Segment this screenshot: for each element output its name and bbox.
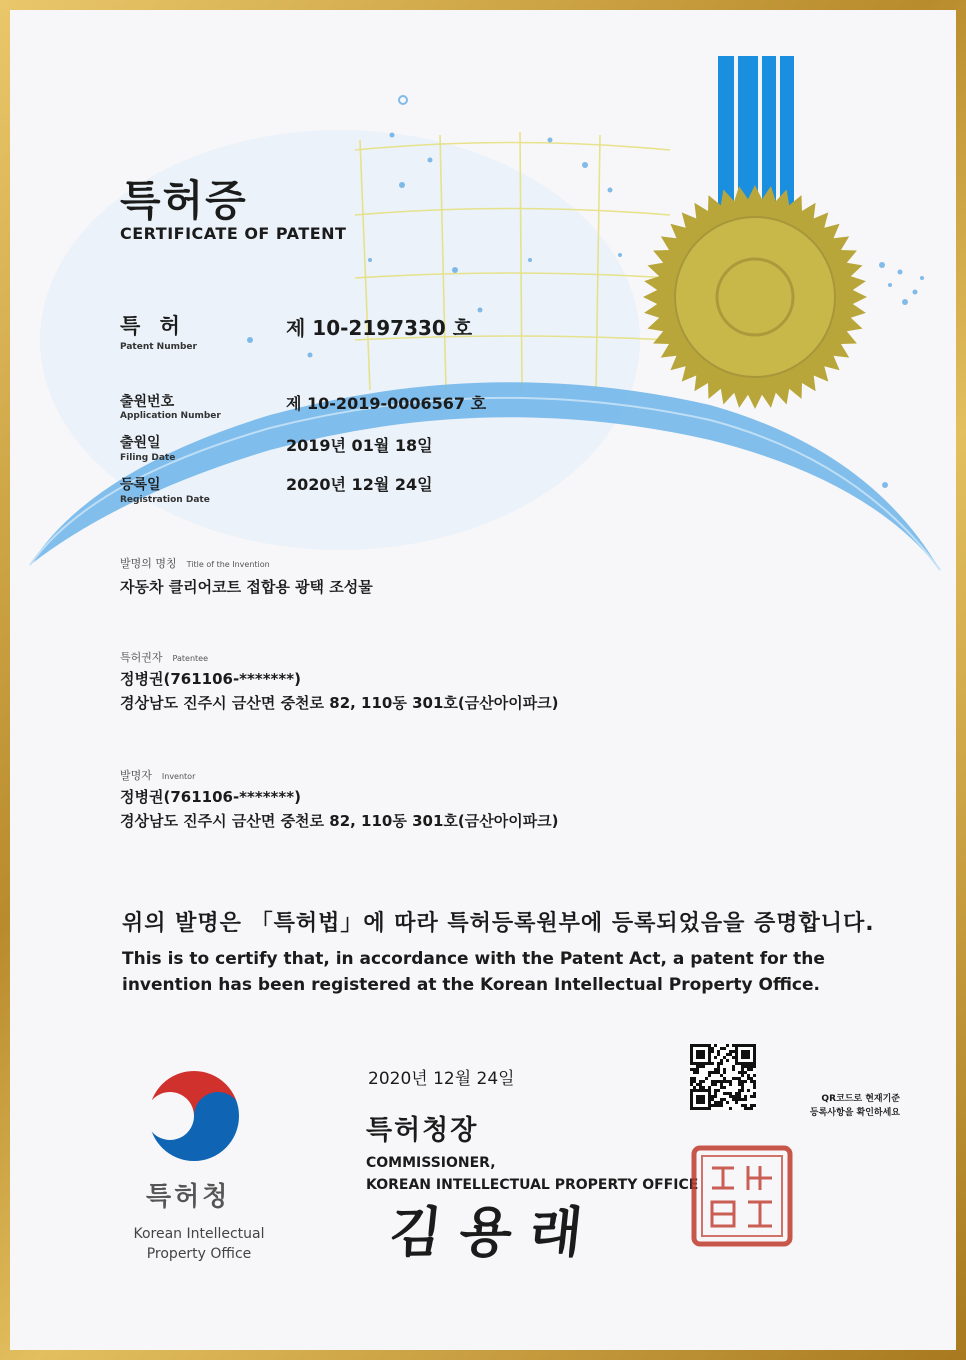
qr-cell bbox=[693, 1080, 696, 1083]
qr-cell bbox=[723, 1080, 726, 1083]
qr-cell bbox=[744, 1098, 747, 1101]
qr-cell bbox=[744, 1107, 747, 1110]
qr-cell bbox=[750, 1062, 753, 1065]
qr-cell bbox=[717, 1065, 720, 1068]
inventor-label-english: Inventor bbox=[161, 772, 196, 781]
qr-cell bbox=[705, 1077, 708, 1080]
qr-cell bbox=[714, 1089, 717, 1092]
qr-cell bbox=[720, 1059, 723, 1062]
qr-cell bbox=[717, 1053, 720, 1056]
qr-cell bbox=[702, 1095, 705, 1098]
qr-cell bbox=[717, 1080, 720, 1083]
patentee-address: 경상남도 진주시 금산면 중천로 82, 110동 301호(금산아이파크) bbox=[120, 694, 559, 712]
qr-cell bbox=[708, 1107, 711, 1110]
invention-title-label-english: Title of the Invention bbox=[186, 560, 270, 569]
qr-cell bbox=[732, 1044, 735, 1047]
qr-cell bbox=[732, 1056, 735, 1059]
qr-cell bbox=[723, 1098, 726, 1101]
qr-cell bbox=[726, 1092, 729, 1095]
qr-cell bbox=[747, 1062, 750, 1065]
qr-cell bbox=[753, 1080, 756, 1083]
qr-cell bbox=[738, 1083, 741, 1086]
qr-cell bbox=[714, 1068, 717, 1071]
certificate-title-english: CERTIFICATE OF PATENT bbox=[120, 224, 347, 243]
qr-cell bbox=[753, 1053, 756, 1056]
qr-cell bbox=[717, 1089, 720, 1092]
qr-cell bbox=[735, 1056, 738, 1059]
qr-cell bbox=[744, 1056, 747, 1059]
qr-cell bbox=[696, 1101, 699, 1104]
qr-cell bbox=[735, 1095, 738, 1098]
qr-cell bbox=[732, 1098, 735, 1101]
qr-cell bbox=[717, 1101, 720, 1104]
qr-cell bbox=[729, 1083, 732, 1086]
qr-cell bbox=[720, 1104, 723, 1107]
qr-cell bbox=[732, 1095, 735, 1098]
qr-cell bbox=[747, 1089, 750, 1092]
qr-cell bbox=[750, 1044, 753, 1047]
gold-seal-icon bbox=[643, 185, 867, 409]
qr-cell bbox=[690, 1062, 693, 1065]
qr-cell bbox=[750, 1068, 753, 1071]
qr-cell bbox=[753, 1044, 756, 1047]
qr-cell bbox=[708, 1098, 711, 1101]
inventor-section-label bbox=[120, 764, 195, 783]
qr-cell bbox=[711, 1104, 714, 1107]
patentee-section-label bbox=[120, 646, 208, 665]
qr-cell bbox=[717, 1062, 720, 1065]
taegeuk-logo-icon bbox=[138, 1060, 250, 1172]
qr-cell bbox=[708, 1050, 711, 1053]
qr-cell bbox=[690, 1098, 693, 1101]
qr-cell bbox=[720, 1083, 723, 1086]
qr-cell bbox=[741, 1071, 744, 1074]
qr-cell bbox=[729, 1107, 732, 1110]
qr-cell bbox=[750, 1065, 753, 1068]
qr-cell bbox=[714, 1071, 717, 1074]
qr-cell bbox=[699, 1098, 702, 1101]
gold-seal-center bbox=[675, 217, 835, 377]
qr-cell bbox=[729, 1095, 732, 1098]
qr-code-icon[interactable] bbox=[690, 1044, 756, 1110]
inventor-label: 발명자 bbox=[120, 769, 152, 782]
qr-cell bbox=[690, 1089, 693, 1092]
qr-code-note-line-1: QR코드로 현재기준 bbox=[821, 1094, 900, 1104]
qr-cell bbox=[750, 1077, 753, 1080]
qr-cell bbox=[699, 1062, 702, 1065]
qr-cell bbox=[699, 1086, 702, 1089]
qr-cell bbox=[741, 1080, 744, 1083]
patent-number-value: 제 10-2197330 호 bbox=[286, 316, 473, 340]
qr-cell bbox=[702, 1098, 705, 1101]
qr-cell bbox=[711, 1095, 714, 1098]
qr-cell bbox=[696, 1107, 699, 1110]
qr-cell bbox=[732, 1065, 735, 1068]
qr-cell bbox=[735, 1059, 738, 1062]
qr-cell bbox=[690, 1101, 693, 1104]
qr-cell bbox=[738, 1098, 741, 1101]
qr-cell bbox=[735, 1077, 738, 1080]
qr-cell bbox=[723, 1071, 726, 1074]
qr-cell bbox=[747, 1077, 750, 1080]
qr-cell bbox=[693, 1044, 696, 1047]
qr-cell bbox=[708, 1092, 711, 1095]
qr-cell bbox=[723, 1047, 726, 1050]
qr-cell bbox=[696, 1056, 699, 1059]
qr-cell bbox=[696, 1062, 699, 1065]
qr-cell bbox=[711, 1062, 714, 1065]
qr-cell bbox=[735, 1050, 738, 1053]
qr-cell bbox=[708, 1053, 711, 1056]
qr-cell bbox=[696, 1083, 699, 1086]
inventor-address: 경상남도 진주시 금산면 중천로 82, 110동 301호(금산아이파크) bbox=[120, 812, 559, 830]
qr-cell bbox=[696, 1095, 699, 1098]
qr-cell bbox=[735, 1053, 738, 1056]
qr-cell bbox=[726, 1044, 729, 1047]
qr-cell bbox=[744, 1062, 747, 1065]
qr-cell bbox=[705, 1089, 708, 1092]
qr-cell bbox=[699, 1080, 702, 1083]
qr-cell bbox=[696, 1050, 699, 1053]
qr-cell bbox=[717, 1104, 720, 1107]
qr-cell bbox=[702, 1056, 705, 1059]
qr-cell bbox=[729, 1080, 732, 1083]
qr-cell bbox=[714, 1044, 717, 1047]
qr-cell bbox=[693, 1086, 696, 1089]
qr-cell bbox=[711, 1083, 714, 1086]
qr-cell bbox=[753, 1104, 756, 1107]
qr-cell bbox=[720, 1062, 723, 1065]
qr-cell bbox=[708, 1095, 711, 1098]
qr-cell bbox=[735, 1044, 738, 1047]
qr-cell bbox=[732, 1068, 735, 1071]
qr-cell bbox=[717, 1068, 720, 1071]
patent-number-label: 특 허 bbox=[120, 314, 186, 338]
qr-cell bbox=[717, 1071, 720, 1074]
qr-cell bbox=[726, 1080, 729, 1083]
qr-cell bbox=[708, 1101, 711, 1104]
patent-number-label-english: Patent Number bbox=[120, 342, 197, 352]
patentee-name: 정병권(761106-*******) bbox=[120, 670, 301, 688]
patentee-label-english: Patentee bbox=[172, 654, 208, 663]
qr-cell bbox=[729, 1092, 732, 1095]
qr-cell bbox=[747, 1044, 750, 1047]
registration-date-value: 2020년 12월 24일 bbox=[286, 475, 433, 494]
qr-cell bbox=[732, 1050, 735, 1053]
qr-cell bbox=[714, 1056, 717, 1059]
qr-cell bbox=[741, 1056, 744, 1059]
qr-cell bbox=[726, 1101, 729, 1104]
qr-cell bbox=[711, 1050, 714, 1053]
qr-cell bbox=[735, 1101, 738, 1104]
qr-cell bbox=[699, 1056, 702, 1059]
qr-cell bbox=[708, 1044, 711, 1047]
qr-cell bbox=[702, 1062, 705, 1065]
qr-cell bbox=[732, 1077, 735, 1080]
qr-cell bbox=[690, 1080, 693, 1083]
qr-cell bbox=[738, 1080, 741, 1083]
certification-statement-english: This is to certify that, in accordance with the Patent Act, a patent for the invention has been registered at the Korean Intellectual Property Office. bbox=[122, 949, 825, 995]
qr-cell bbox=[753, 1047, 756, 1050]
qr-cell bbox=[699, 1065, 702, 1068]
registration-date-label: 등록일 bbox=[120, 477, 161, 493]
qr-cell bbox=[699, 1050, 702, 1053]
qr-cell bbox=[735, 1092, 738, 1095]
qr-cell bbox=[744, 1050, 747, 1053]
qr-cell bbox=[741, 1068, 744, 1071]
qr-cell bbox=[747, 1053, 750, 1056]
qr-cell bbox=[693, 1071, 696, 1074]
qr-cell bbox=[750, 1080, 753, 1083]
qr-cell bbox=[696, 1065, 699, 1068]
qr-cell bbox=[753, 1065, 756, 1068]
qr-cell bbox=[690, 1068, 693, 1071]
filing-date-value: 2019년 01월 18일 bbox=[286, 436, 433, 455]
registration-date-label-english: Registration Date bbox=[120, 495, 210, 505]
qr-cell bbox=[741, 1044, 744, 1047]
qr-cell bbox=[738, 1071, 741, 1074]
qr-cell bbox=[753, 1050, 756, 1053]
qr-cell bbox=[741, 1074, 744, 1077]
qr-cell bbox=[708, 1062, 711, 1065]
qr-cell bbox=[714, 1092, 717, 1095]
qr-cell bbox=[714, 1104, 717, 1107]
qr-cell bbox=[741, 1098, 744, 1101]
qr-cell bbox=[726, 1053, 729, 1056]
qr-cell bbox=[702, 1089, 705, 1092]
qr-cell bbox=[744, 1053, 747, 1056]
qr-cell bbox=[723, 1056, 726, 1059]
qr-cell bbox=[693, 1089, 696, 1092]
qr-cell bbox=[690, 1107, 693, 1110]
qr-cell bbox=[702, 1107, 705, 1110]
qr-cell bbox=[702, 1050, 705, 1053]
invention-title-section-label bbox=[120, 552, 270, 571]
qr-cell bbox=[753, 1062, 756, 1065]
patentee-label: 특허권자 bbox=[120, 651, 163, 664]
qr-cell bbox=[741, 1053, 744, 1056]
commissioner-signature: 김용래 bbox=[386, 1200, 604, 1264]
qr-cell bbox=[696, 1071, 699, 1074]
qr-cell bbox=[738, 1092, 741, 1095]
inventor-name: 정병권(761106-*******) bbox=[120, 788, 301, 806]
official-seal-stamp bbox=[690, 1144, 794, 1248]
qr-cell bbox=[738, 1062, 741, 1065]
qr-cell bbox=[738, 1089, 741, 1092]
qr-cell bbox=[690, 1083, 693, 1086]
qr-cell bbox=[723, 1068, 726, 1071]
qr-cell bbox=[744, 1065, 747, 1068]
qr-cell bbox=[708, 1059, 711, 1062]
invention-title-label: 발명의 명칭 bbox=[120, 557, 177, 570]
qr-cell bbox=[702, 1086, 705, 1089]
qr-cell bbox=[699, 1083, 702, 1086]
qr-cell bbox=[747, 1056, 750, 1059]
qr-cell bbox=[699, 1095, 702, 1098]
qr-cell bbox=[729, 1053, 732, 1056]
qr-cell bbox=[696, 1098, 699, 1101]
qr-cell bbox=[741, 1083, 744, 1086]
qr-cell bbox=[702, 1044, 705, 1047]
qr-cell bbox=[696, 1089, 699, 1092]
qr-cell bbox=[690, 1104, 693, 1107]
qr-cell bbox=[726, 1059, 729, 1062]
qr-cell bbox=[720, 1074, 723, 1077]
qr-cell bbox=[702, 1053, 705, 1056]
qr-cell bbox=[720, 1101, 723, 1104]
qr-cell bbox=[741, 1065, 744, 1068]
qr-cell bbox=[690, 1050, 693, 1053]
invention-title-value: 자동차 클리어코트 접합용 광택 조성물 bbox=[120, 578, 373, 596]
qr-cell bbox=[714, 1080, 717, 1083]
qr-cell bbox=[747, 1107, 750, 1110]
qr-cell bbox=[690, 1095, 693, 1098]
qr-cell bbox=[753, 1095, 756, 1098]
qr-cell bbox=[753, 1059, 756, 1062]
qr-cell bbox=[702, 1065, 705, 1068]
qr-cell bbox=[744, 1044, 747, 1047]
qr-cell bbox=[699, 1089, 702, 1092]
qr-cell bbox=[711, 1098, 714, 1101]
qr-cell bbox=[753, 1086, 756, 1089]
qr-cell bbox=[747, 1050, 750, 1053]
application-number-label-english: Application Number bbox=[120, 411, 221, 421]
qr-cell bbox=[699, 1101, 702, 1104]
qr-cell bbox=[720, 1086, 723, 1089]
qr-cell bbox=[690, 1077, 693, 1080]
qr-code-note bbox=[760, 1092, 900, 1120]
qr-cell bbox=[738, 1044, 741, 1047]
qr-code-note-line-2: 등록사항을 확인하세요 bbox=[809, 1108, 900, 1118]
filing-date-label: 출원일 bbox=[120, 435, 161, 451]
qr-cell bbox=[741, 1062, 744, 1065]
office-name-english: Korean Intellectual Property Office bbox=[133, 1226, 265, 1262]
qr-cell bbox=[711, 1071, 714, 1074]
qr-cell bbox=[720, 1047, 723, 1050]
qr-cell bbox=[705, 1044, 708, 1047]
qr-cell bbox=[735, 1098, 738, 1101]
qr-cell bbox=[741, 1089, 744, 1092]
commissioner-title-line-2: KOREAN INTELLECTUAL PROPERTY OFFICE bbox=[366, 1177, 699, 1193]
qr-cell bbox=[741, 1086, 744, 1089]
qr-cell bbox=[744, 1071, 747, 1074]
qr-cell bbox=[696, 1068, 699, 1071]
qr-cell bbox=[744, 1080, 747, 1083]
qr-cell bbox=[708, 1071, 711, 1074]
qr-cell bbox=[711, 1047, 714, 1050]
qr-cell bbox=[729, 1050, 732, 1053]
qr-cell bbox=[690, 1059, 693, 1062]
qr-cell bbox=[717, 1050, 720, 1053]
qr-cell bbox=[708, 1074, 711, 1077]
qr-cell bbox=[723, 1092, 726, 1095]
qr-cell bbox=[690, 1056, 693, 1059]
qr-cell bbox=[735, 1062, 738, 1065]
qr-cell bbox=[714, 1101, 717, 1104]
qr-cell bbox=[696, 1044, 699, 1047]
qr-cell bbox=[693, 1062, 696, 1065]
certificate-title-korean: 특허증 bbox=[120, 176, 248, 225]
qr-cell bbox=[711, 1080, 714, 1083]
qr-cell bbox=[690, 1044, 693, 1047]
qr-cell bbox=[708, 1104, 711, 1107]
qr-cell bbox=[741, 1050, 744, 1053]
office-name-korean: 특허청 bbox=[146, 1182, 231, 1212]
application-number-label: 출원번호 bbox=[120, 394, 175, 410]
qr-cell bbox=[702, 1101, 705, 1104]
qr-cell bbox=[723, 1086, 726, 1089]
qr-cell bbox=[699, 1107, 702, 1110]
qr-cell bbox=[690, 1047, 693, 1050]
qr-cell bbox=[723, 1077, 726, 1080]
qr-cell bbox=[738, 1095, 741, 1098]
application-number-value: 제 10-2019-0006567 호 bbox=[286, 394, 487, 413]
qr-cell bbox=[753, 1092, 756, 1095]
qr-cell bbox=[735, 1047, 738, 1050]
certificate-paper bbox=[10, 10, 956, 1350]
qr-cell bbox=[690, 1092, 693, 1095]
qr-cell bbox=[744, 1095, 747, 1098]
qr-cell bbox=[741, 1104, 744, 1107]
qr-cell bbox=[708, 1047, 711, 1050]
qr-cell bbox=[690, 1053, 693, 1056]
qr-cell bbox=[708, 1056, 711, 1059]
qr-cell bbox=[708, 1086, 711, 1089]
qr-cell bbox=[696, 1053, 699, 1056]
qr-cell bbox=[693, 1068, 696, 1071]
issue-date: 2020년 12월 24일 bbox=[368, 1069, 515, 1089]
qr-cell bbox=[720, 1080, 723, 1083]
qr-cell bbox=[750, 1104, 753, 1107]
qr-cell bbox=[699, 1053, 702, 1056]
qr-cell bbox=[693, 1077, 696, 1080]
qr-cell bbox=[699, 1044, 702, 1047]
qr-cell bbox=[705, 1062, 708, 1065]
qr-cell bbox=[705, 1107, 708, 1110]
qr-cell bbox=[693, 1107, 696, 1110]
commissioner-title-korean: 특허청장 bbox=[366, 1115, 479, 1146]
commissioner-title-line-1: COMMISSIONER, bbox=[366, 1155, 496, 1171]
certification-statement-korean: 위의 발명은 「특허법」에 따라 특허등록원부에 등록되었음을 증명합니다. bbox=[122, 911, 875, 936]
qr-cell bbox=[750, 1107, 753, 1110]
qr-cell bbox=[720, 1098, 723, 1101]
qr-cell bbox=[747, 1065, 750, 1068]
qr-cell bbox=[714, 1083, 717, 1086]
qr-cell bbox=[744, 1104, 747, 1107]
qr-cell bbox=[753, 1083, 756, 1086]
qr-cell bbox=[750, 1095, 753, 1098]
qr-cell bbox=[702, 1080, 705, 1083]
qr-cell bbox=[747, 1068, 750, 1071]
qr-cell bbox=[708, 1089, 711, 1092]
qr-cell bbox=[747, 1074, 750, 1077]
qr-cell bbox=[753, 1074, 756, 1077]
qr-cell bbox=[753, 1056, 756, 1059]
qr-cell bbox=[714, 1095, 717, 1098]
qr-cell bbox=[738, 1077, 741, 1080]
filing-date-label-english: Filing Date bbox=[120, 453, 176, 463]
